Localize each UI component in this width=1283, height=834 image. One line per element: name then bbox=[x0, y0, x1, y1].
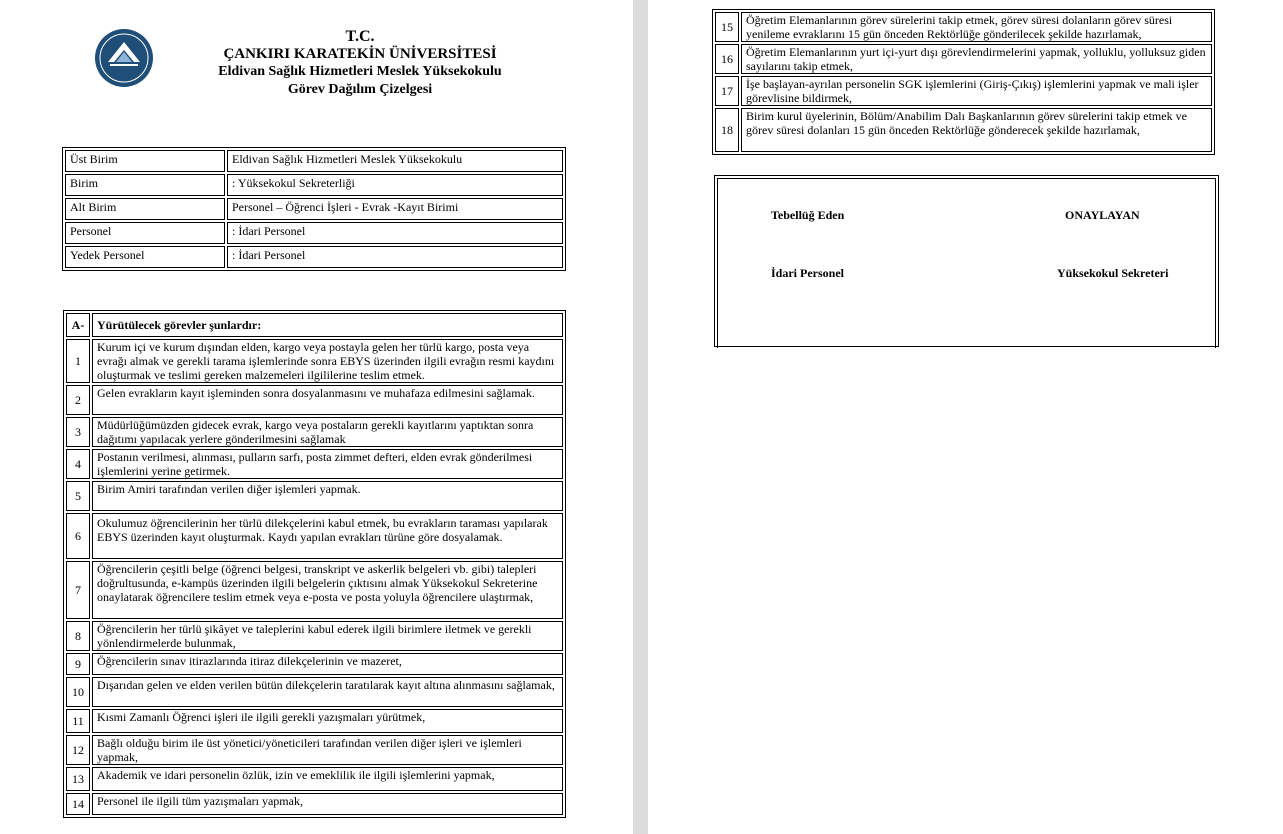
info-value: Eldivan Sağlık Hizmetleri Meslek Yüksekokulu bbox=[227, 150, 563, 172]
task-row bbox=[66, 767, 563, 791]
task-cell bbox=[92, 339, 563, 383]
task-text: Öğrencilerin sınav itirazlarında itiraz dilekçelerinin ve mazeret, bbox=[97, 654, 402, 668]
task-text: Dışarıdan gelen ve elden verilen bütün dilekçelerin taratılarak kayıt altına alınmasını sağlamak, bbox=[97, 678, 555, 692]
task-text: Postanın verilmesi, alınması, pulların sarfı, posta zimmet defteri, elden evrak gönderilmesi işlemlerini yerine getirmek. bbox=[97, 450, 533, 478]
task-row bbox=[715, 12, 1212, 42]
task-row bbox=[66, 481, 563, 511]
task-cell bbox=[92, 709, 563, 733]
task-text: Kısmi Zamanlı Öğrenci işleri ile ilgili gerekli yazışmaları yürütmek, bbox=[97, 710, 426, 724]
task-cell bbox=[92, 653, 563, 675]
info-label: Alt Birim bbox=[65, 198, 225, 220]
task-text: Kurum içi ve kurum dışından elden, kargo veya postayla gelen her türlü kargo, posta veya evrağı almak ve gerekli tarama işlemlerinde sonra EBYS üzerinden ilgili evrağın resmi kaydını oluşturmak ve teslimi gereken malzemeleri ilgililerine teslim etmek. bbox=[97, 340, 555, 382]
task-number: 16 bbox=[715, 44, 739, 74]
task-number: 12 bbox=[66, 735, 90, 765]
task-number: 11 bbox=[66, 709, 90, 733]
task-cell bbox=[92, 621, 563, 651]
task-number: 4 bbox=[66, 449, 90, 479]
task-cell bbox=[92, 561, 563, 619]
tasks-table bbox=[63, 310, 566, 818]
task-text: Öğrencilerin her türlü şikâyet ve taleplerini kabul ederek ilgili birimlere iletmek ve gerekli yönlendirmelerde bulunmak, bbox=[97, 622, 532, 650]
signature-box bbox=[714, 175, 1219, 347]
task-number: 15 bbox=[715, 12, 739, 42]
signature-box-inner-border bbox=[717, 178, 1216, 348]
task-cell bbox=[92, 385, 563, 415]
tasks-header-row bbox=[66, 313, 563, 337]
task-row bbox=[66, 621, 563, 651]
task-cell bbox=[92, 767, 563, 791]
info-value: : Yüksekokul Sekreterliği bbox=[227, 174, 563, 196]
task-number: 5 bbox=[66, 481, 90, 511]
page-gutter bbox=[633, 0, 648, 834]
info-value: : İdari Personel bbox=[227, 222, 563, 244]
task-row bbox=[715, 76, 1212, 106]
task-cell bbox=[92, 513, 563, 559]
task-cell bbox=[92, 481, 563, 511]
info-row bbox=[65, 222, 563, 244]
task-row bbox=[66, 561, 563, 619]
signature-left-name: İdari Personel bbox=[771, 266, 844, 280]
task-cell bbox=[741, 76, 1212, 106]
task-cell bbox=[92, 735, 563, 765]
task-text: Bağlı olduğu birim ile üst yönetici/yöneticileri tarafından verilen diğer işleri ve işlemleri yapmak, bbox=[97, 736, 522, 764]
task-row bbox=[715, 44, 1212, 74]
task-number: 9 bbox=[66, 653, 90, 675]
task-number: 18 bbox=[715, 108, 739, 152]
tasks-header-title: Yürütülecek görevler şunlardır: bbox=[92, 313, 563, 337]
tasks-table-continued bbox=[712, 9, 1215, 155]
header-tc: T.C. bbox=[345, 28, 375, 45]
task-text: Akademik ve idari personelin özlük, izin ve emeklilik ile ilgili işlemlerini yapmak, bbox=[97, 768, 495, 782]
task-text: Öğretim Elemanlarının görev sürelerini takip etmek, görev süresi dolanların görev süresi yenileme evraklarını 15 gün önceden Rektörlüğe gönderilecek şekilde hazırlamak, bbox=[746, 13, 1173, 41]
task-row bbox=[66, 677, 563, 707]
info-value: Personel – Öğrenci İşleri - Evrak -Kayıt Birimi bbox=[227, 198, 563, 220]
task-row bbox=[66, 653, 563, 675]
info-row bbox=[65, 150, 563, 172]
task-row bbox=[66, 449, 563, 479]
task-text: Personel ile ilgili tüm yazışmaları yapmak, bbox=[97, 794, 303, 808]
task-text: Müdürlüğümüzden gidecek evrak, kargo veya postaların gerekli kayıtlarını yaptıktan sonra dağıtımı yapılacak yerlere gönderilmesini sağlamak bbox=[97, 418, 534, 446]
task-cell bbox=[741, 12, 1212, 42]
info-label: Birim bbox=[65, 174, 225, 196]
task-number: 17 bbox=[715, 76, 739, 106]
task-number: 14 bbox=[66, 793, 90, 815]
task-cell bbox=[741, 44, 1212, 74]
task-number: 10 bbox=[66, 677, 90, 707]
signature-right-name: Yüksekokul Sekreteri bbox=[1057, 266, 1169, 280]
info-value: : İdari Personel bbox=[227, 246, 563, 268]
header-university: ÇANKIRI KARATEKİN ÜNİVERSİTESİ bbox=[223, 46, 497, 62]
task-row bbox=[66, 793, 563, 815]
task-cell bbox=[92, 449, 563, 479]
task-number: 13 bbox=[66, 767, 90, 791]
task-number: 8 bbox=[66, 621, 90, 651]
task-number: 6 bbox=[66, 513, 90, 559]
task-text: Birim kurul üyelerinin, Bölüm/Anabilim Dalı Başkanlarının görev sürelerini takip etmek ve görev süresi dolanları 15 gün önceden Rektörlüğe gönderecek şekilde hazırlamak, bbox=[746, 109, 1187, 137]
task-row bbox=[66, 513, 563, 559]
signature-right-title: ONAYLAYAN bbox=[1065, 208, 1140, 222]
task-text: İşe başlayan-ayrılan personelin SGK işlemlerini (Giriş-Çıkış) işlemlerini yapmak ve mali işler görevlisine bildirmek, bbox=[746, 77, 1199, 105]
unit-info-table bbox=[62, 147, 566, 271]
task-text: Öğrencilerin çeşitli belge (öğrenci belgesi, transkript ve askerlik belgeleri vb. gibi) talepleri doğrultusunda, e-kampüs üzerinden ilgili belgelerin çıktısını almak Yüksekokul Sekreterine onaylatarak öğrencilere teslim etmek veya e-posta ve posta yoluyla öğrencilere ulaştırmak, bbox=[97, 562, 538, 604]
task-row bbox=[66, 385, 563, 415]
task-cell bbox=[92, 417, 563, 447]
task-number: 3 bbox=[66, 417, 90, 447]
task-cell bbox=[92, 677, 563, 707]
task-text: Okulumuz öğrencilerinin her türlü dilekçelerini kabul etmek, bu evrakların taraması yapılarak EBYS üzerinden kayıt oluşturmak. Kaydı yapılan evrakları türüne göre dosyalamak. bbox=[97, 516, 548, 544]
info-row bbox=[65, 198, 563, 220]
info-label: Yedek Personel bbox=[65, 246, 225, 268]
signature-left-title: Tebellüğ Eden bbox=[771, 208, 845, 222]
task-cell bbox=[92, 793, 563, 815]
task-text: Gelen evrakların kayıt işleminden sonra dosyalanmasını ve muhafaza edilmesini sağlamak. bbox=[97, 386, 535, 400]
task-text: Birim Amiri tarafından verilen diğer işlemleri yapmak. bbox=[97, 482, 361, 496]
task-number: 1 bbox=[66, 339, 90, 383]
document-title: Görev Dağılım Çizelgesi bbox=[287, 82, 433, 97]
task-row bbox=[66, 709, 563, 733]
university-logo bbox=[94, 28, 154, 88]
task-row bbox=[66, 735, 563, 765]
task-row bbox=[66, 417, 563, 447]
task-number: 7 bbox=[66, 561, 90, 619]
task-row bbox=[715, 108, 1212, 152]
task-row bbox=[66, 339, 563, 383]
header-school: Eldivan Sağlık Hizmetleri Meslek Yüksekokulu bbox=[218, 64, 502, 79]
task-text: Öğretim Elemanlarının yurt içi-yurt dışı görevlendirmelerini yapmak, yolluklu, yolluksuz giden sayılarını takip etmek, bbox=[746, 45, 1206, 73]
info-row bbox=[65, 174, 563, 196]
info-label: Personel bbox=[65, 222, 225, 244]
task-cell bbox=[741, 108, 1212, 152]
document-page-1 bbox=[0, 0, 633, 834]
info-label: Üst Birim bbox=[65, 150, 225, 172]
info-row bbox=[65, 246, 563, 268]
task-number: 2 bbox=[66, 385, 90, 415]
tasks-header-num: A- bbox=[66, 313, 90, 337]
